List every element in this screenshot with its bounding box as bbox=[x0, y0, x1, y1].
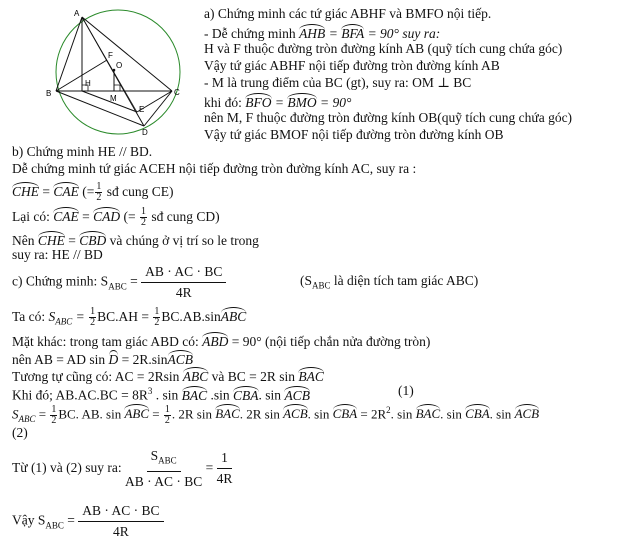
geometry-figure bbox=[40, 6, 195, 136]
part-b-line-4: Nên CHE = CBD và chúng ở vị trí so le trong bbox=[12, 230, 259, 249]
segment-bd bbox=[56, 91, 144, 126]
part-a-line-1: - Dễ chứng minh AHB = BFA = 90° suy ra: bbox=[204, 23, 440, 42]
part-c-line-6: Khi đó; $AB.AC.BC = 8R^3$ . sin BAC .sin CBA. sin ACB bbox=[12, 386, 310, 403]
part-c-line-7: $S_{ABC}$ = $\frac{1}{2}$ BC. AB. sin ABC = $\frac{1}{2}$ . 2R sin BAC. 2R sin ACB. sin CBA = $2R^2$. sin BAC. sin CBA. sin ACB bbox=[12, 403, 540, 426]
part-b-heading: b) Chứng minh HE // BD. bbox=[12, 144, 153, 159]
label-o: O bbox=[116, 61, 123, 70]
equation-tag-1: (1) bbox=[398, 383, 414, 398]
part-c-line-2: Ta có: $S_{ABC}$ = $\frac{1}{2}$ BC.AH = $\frac{1}{2}$ BC.AB.sinABC bbox=[12, 306, 247, 329]
part-a-line-2: H và F thuộc đường tròn đường kính AB (quỹ tích cung chứa góc) bbox=[204, 41, 563, 56]
label-e: E bbox=[139, 105, 145, 114]
label-m: M bbox=[110, 94, 117, 103]
right-angle-m bbox=[114, 85, 120, 91]
part-c-line-3: Mặt khác: trong tam giác ABD có: ABD = 90° (nội tiếp chắn nửa đường tròn) bbox=[12, 331, 430, 350]
label-h: H bbox=[85, 79, 91, 88]
label-d: D bbox=[142, 128, 148, 136]
segment-ab bbox=[56, 17, 82, 91]
part-c-line-4: nên AB = AD sin D = 2R.sinACB bbox=[12, 349, 193, 368]
part-b-line-1: Dễ chứng minh tứ giác ACEH nội tiếp đường tròn đường kính AC, suy ra : bbox=[12, 161, 417, 176]
part-a-line-3: Vậy tứ giác ABHF nội tiếp đường tròn đường kính AB bbox=[204, 58, 500, 73]
part-a-heading: a) Chứng minh các tứ giác ABHF và BMFO nội tiếp. bbox=[204, 6, 492, 21]
part-c-line-1: c) Chứng minh: $S_{ABC}$ = $\frac{AB \cdot AC \cdot BC}{4R}$ bbox=[12, 264, 226, 301]
label-f: F bbox=[108, 51, 113, 60]
part-a-line-4: - M là trung điểm của BC (gt), suy ra: OM ⊥ BC bbox=[204, 75, 472, 90]
equation-tag-2: (2) bbox=[12, 425, 28, 440]
label-a: A bbox=[74, 9, 80, 18]
label-c: C bbox=[174, 88, 180, 97]
part-a-line-7: Vậy tứ giác BMOF nội tiếp đường tròn đường kính OB bbox=[204, 127, 504, 142]
part-c-line-5: Tương tự cũng có: AC = 2Rsin ABC và BC = 2R sin BAC bbox=[12, 366, 324, 385]
part-a-line-5: khi đó: BFO = BMO = 90° bbox=[204, 92, 351, 111]
part-b-line-2: CHE = CAE (= $\frac{1}{2}$ sđ cung CE) bbox=[12, 181, 174, 204]
part-c-line-9: Từ (1) và (2) suy ra: $\frac{S_{ABC}}{AB \cdot AC \cdot BC}$ = $\frac{1}{4R}$ bbox=[12, 448, 233, 489]
part-b-line-3: Lại có: CAE = CAD (= $\frac{1}{2}$ sđ cung CD) bbox=[12, 206, 220, 229]
segment-ac bbox=[82, 17, 172, 91]
part-c-line-10: Vậy $S_{ABC}$ = $\frac{AB \cdot AC \cdot BC}{4R}$ bbox=[12, 503, 164, 540]
part-a-line-6: nên M, F thuộc đường tròn đường kính OB(quỹ tích cung chứa góc) bbox=[204, 110, 573, 125]
part-c-note: ($S_{ABC}$ là diện tích tam giác ABC) bbox=[300, 273, 479, 291]
part-b-line-5: suy ra: HE // BD bbox=[12, 247, 103, 262]
label-b: B bbox=[46, 89, 52, 98]
